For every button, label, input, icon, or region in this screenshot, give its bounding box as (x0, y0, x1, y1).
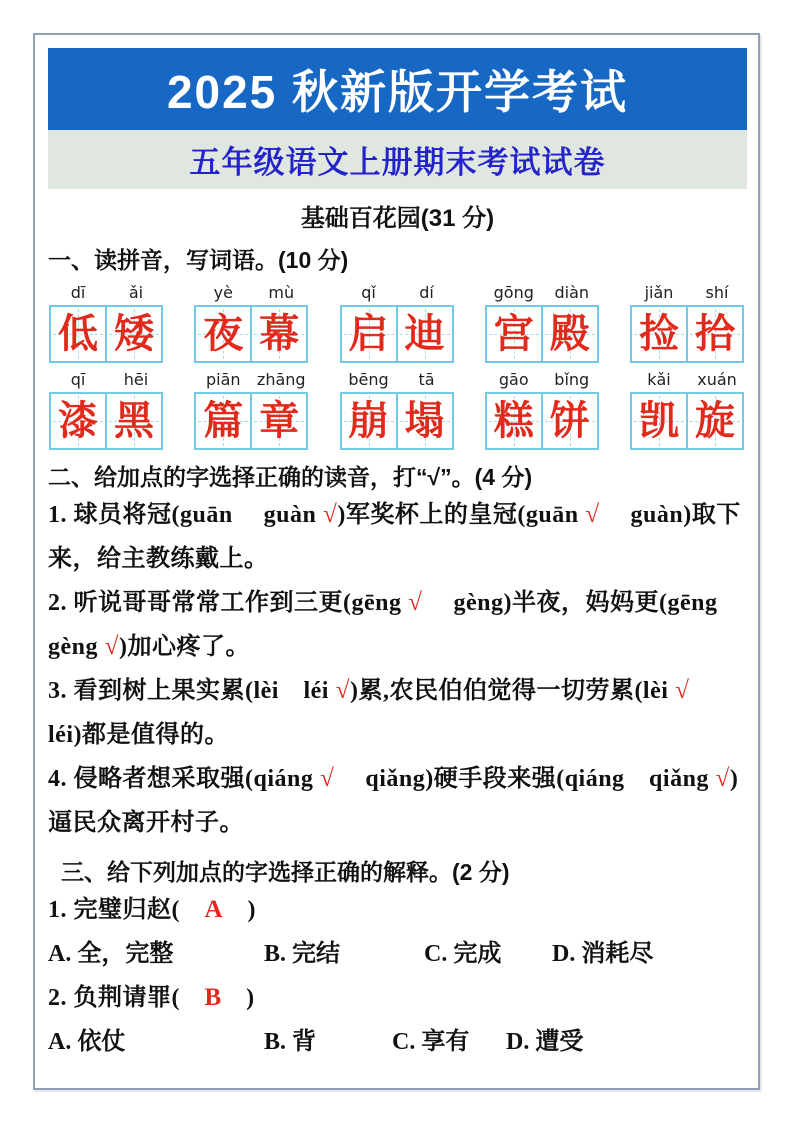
section-title: 基础百花园(31 分) (300, 205, 495, 232)
q2-heading: 二、给加点的字选择正确的读音，打“√”。(4 分) (48, 464, 533, 490)
writing-grid-box (340, 305, 398, 363)
pinyin-label: yè (213, 283, 233, 302)
answer-mark: √ (401, 589, 423, 616)
pinyin-label: gāo (498, 370, 529, 389)
answer-mark: √ (328, 677, 350, 704)
writing-grid-box (49, 305, 107, 363)
writing-box-pair (49, 305, 165, 363)
item-text: 2. 负荆请罪( (48, 985, 205, 1011)
answer-mark: √ (316, 501, 338, 528)
answer-character: 夜 (203, 311, 244, 356)
writing-grid-box (630, 305, 688, 363)
pinyin-labels (49, 283, 165, 305)
pinyin-labels (340, 370, 456, 392)
option: B. 完结 (264, 941, 341, 967)
pinyin-labels (485, 370, 601, 392)
writing-box-pair (630, 305, 746, 363)
pinyin-labels (49, 370, 165, 392)
pinyin-labels (630, 370, 746, 392)
option: A. 全，完整 (48, 941, 174, 967)
pinyin-label: bǐng (554, 370, 590, 389)
answer-character: 篇 (203, 398, 244, 443)
writing-box-pair (485, 305, 601, 363)
writing-grid-box (630, 392, 688, 450)
answer-character: 幕 (259, 311, 300, 356)
pinyin-label: jiǎn (644, 283, 674, 302)
word-group (194, 370, 310, 450)
word-group (49, 370, 165, 450)
writing-box-pair (340, 305, 456, 363)
answer-character: 捡 (639, 311, 679, 356)
pinyin-writing-area (48, 283, 747, 450)
option: A. 依仗 (48, 1029, 126, 1055)
pinyin-label: tā (418, 370, 435, 389)
answer-mark: √ (578, 501, 600, 528)
option-row (48, 932, 747, 976)
item-text: 1. 完璧归赵( (48, 897, 205, 923)
pinyin-labels (340, 283, 456, 305)
answer-mark: √ (708, 765, 730, 792)
word-group (485, 283, 601, 363)
answer-character: 漆 (58, 398, 98, 443)
word-group (485, 370, 601, 450)
word-group (340, 283, 456, 363)
answer-character: 凯 (639, 398, 679, 443)
pinyin-label: hēi (123, 370, 149, 389)
answer-character: 矮 (114, 311, 154, 356)
answer-character: 章 (259, 398, 300, 443)
answer-character: 迪 (404, 311, 445, 356)
pinyin-label: mù (268, 283, 295, 302)
pinyin-labels (194, 283, 310, 305)
item-text: ) (221, 985, 255, 1011)
word-group (194, 283, 310, 363)
pinyin-label: piān (205, 370, 241, 389)
writing-grid-box (194, 392, 252, 450)
exam-subtitle: 五年级语文上册期末考试试卷 (189, 145, 606, 180)
word-group (49, 283, 165, 363)
item-text: )逼民众离开村子。 (48, 766, 739, 836)
pinyin-label: qǐ (361, 283, 376, 302)
answer-character: 崩 (348, 398, 389, 443)
item-text: 1. 球员将冠(guān guàn (48, 502, 317, 528)
answer-character: 塌 (404, 398, 445, 443)
writing-box-pair (194, 305, 310, 363)
answer-character: 殿 (549, 311, 590, 356)
writing-grid-box (396, 392, 454, 450)
pinyin-label: zhāng (256, 370, 306, 389)
answer-character: 宫 (493, 311, 534, 356)
writing-grid-box (541, 305, 599, 363)
item-text: 2. 听说哥哥常常工作到三更(gēng (48, 590, 402, 616)
item-text: léi)都是值得的。 (48, 678, 714, 748)
writing-grid-box (485, 392, 543, 450)
pinyin-labels (194, 370, 310, 392)
item-text: )累,农民伯伯觉得一切劳累(lèi (349, 678, 669, 704)
question-item (48, 757, 747, 845)
answer-mark: B (204, 984, 222, 1011)
item-text: 4. 侵略者想采取强(qiáng (48, 766, 314, 792)
pinyin-label: dī (70, 283, 86, 302)
answer-character: 低 (58, 311, 98, 356)
pinyin-label: kǎi (647, 370, 671, 389)
writing-grid-box (250, 305, 308, 363)
answer-character: 黑 (114, 398, 154, 443)
pinyin-label: qī (70, 370, 86, 389)
exam-title-banner (48, 48, 747, 130)
writing-grid-box (485, 305, 543, 363)
word-group (340, 370, 456, 450)
pinyin-label: bēng (348, 370, 389, 389)
item-text: gèng)半夜，妈妈更(gēng gèng (48, 590, 718, 660)
writing-grid-box (250, 392, 308, 450)
answer-mark: √ (313, 765, 335, 792)
pinyin-label: gōng (493, 283, 534, 302)
answer-character: 启 (348, 311, 389, 356)
item-text: 3. 看到树上果实累(lèi léi (48, 678, 329, 704)
pronunciation-choice-area (48, 493, 747, 845)
writing-grid-box (49, 392, 107, 450)
q3-heading: 三、给下列加点的字选择正确的解释。(2 分) (61, 859, 510, 885)
writing-box-pair (340, 392, 456, 450)
item-text: qiǎng)硬手段来强(qiáng qiǎng (334, 766, 709, 792)
pinyin-label: diàn (554, 283, 590, 302)
writing-grid-box (541, 392, 599, 450)
answer-character: 旋 (695, 398, 735, 443)
pinyin-labels (485, 283, 601, 305)
option: D. 消耗尽 (552, 941, 654, 967)
pinyin-label: ǎi (128, 283, 144, 302)
writing-grid-box (105, 305, 163, 363)
answer-character: 拾 (695, 311, 735, 356)
question-item (48, 976, 747, 1020)
item-text: )军奖杯上的皇冠(guān (337, 502, 579, 528)
answer-mark: A (204, 896, 224, 923)
writing-box-pair (194, 392, 310, 450)
answer-mark: √ (98, 633, 119, 660)
writing-grid-box (105, 392, 163, 450)
meaning-choice-area (48, 888, 747, 1064)
writing-box-pair (485, 392, 601, 450)
writing-grid-box (686, 305, 744, 363)
writing-grid-box (194, 305, 252, 363)
option: C. 完成 (424, 941, 502, 967)
answer-mark: √ (668, 677, 690, 704)
option: C. 享有 (392, 1029, 470, 1055)
pinyin-label: xuán (697, 370, 737, 389)
writing-box-pair (49, 392, 165, 450)
word-group (630, 370, 746, 450)
option: D. 遭受 (506, 1029, 584, 1055)
q1-heading: 一、读拼音，写词语。(10 分) (48, 247, 349, 273)
option-row (48, 1020, 747, 1064)
word-row (48, 283, 747, 363)
pinyin-labels (630, 283, 746, 305)
word-row (48, 370, 747, 450)
item-text: guàn)取下来，给主教练戴上。 (48, 502, 741, 572)
pinyin-label: dí (419, 283, 434, 302)
writing-box-pair (630, 392, 746, 450)
item-text: )加心疼了。 (118, 634, 250, 660)
writing-grid-box (396, 305, 454, 363)
question-item (48, 888, 747, 932)
exam-page (33, 33, 760, 1090)
writing-grid-box (686, 392, 744, 450)
exam-subtitle-banner (48, 130, 747, 189)
question-item (48, 581, 747, 669)
pinyin-label: shí (705, 283, 729, 302)
answer-character: 饼 (549, 398, 590, 443)
item-text: ) (223, 897, 257, 923)
word-group (630, 283, 746, 363)
answer-character: 糕 (493, 398, 534, 443)
question-item (48, 669, 747, 757)
writing-grid-box (340, 392, 398, 450)
exam-title: 2025 秋新版开学考试 (166, 66, 629, 118)
question-item (48, 493, 747, 581)
option: B. 背 (264, 1029, 317, 1055)
